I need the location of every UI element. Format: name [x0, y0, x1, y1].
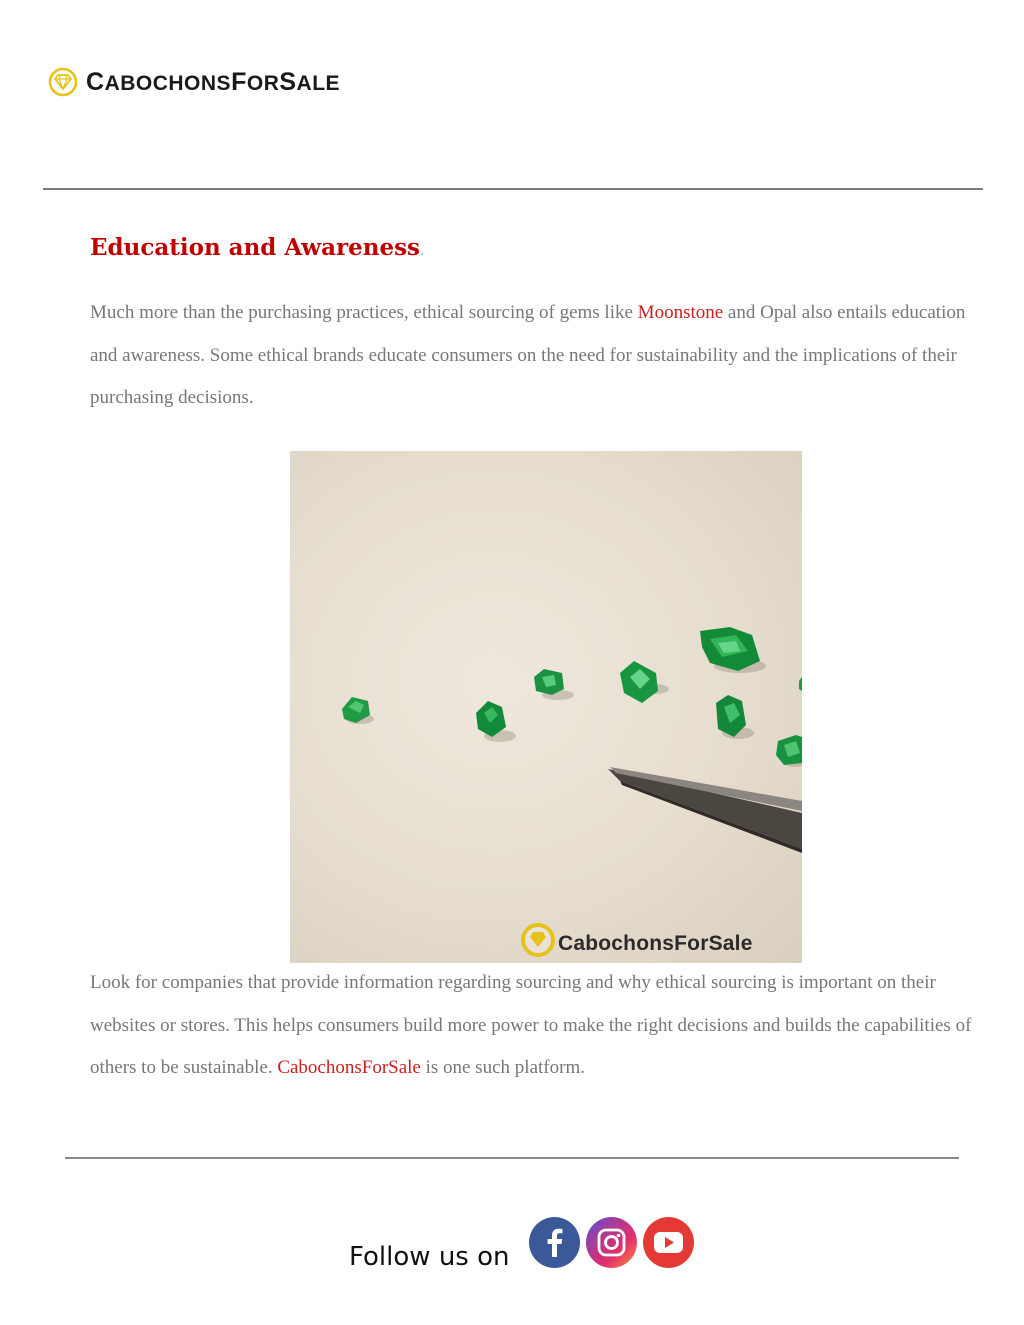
tweezers: [608, 767, 802, 853]
moonstone-link[interactable]: Moonstone: [637, 302, 724, 323]
gem-logo-icon: [48, 66, 78, 98]
instagram-icon[interactable]: [586, 1217, 637, 1268]
brand-name: CABOCHONSFORSALE: [86, 67, 341, 96]
emerald-gem: [620, 661, 658, 703]
photo-watermark: [523, 925, 753, 955]
emerald-gems-photo: [290, 451, 802, 963]
emerald-gem: [799, 677, 802, 691]
top-divider: [43, 188, 983, 190]
bottom-divider: [65, 1157, 959, 1159]
youtube-icon[interactable]: [643, 1217, 694, 1268]
paragraph-sourcing: Look for companies that provide information regarding sourcing and why ethical sourcing is important on their websites or stores. This helps consumers build more power to make the right decisions and builds the capabilities of others to be sustainable. CabochonsForSale is one such platform.: [90, 972, 972, 1078]
facebook-icon[interactable]: [529, 1217, 580, 1268]
follow-us-label: Follow us on: [349, 1242, 510, 1272]
emerald-gem: [534, 669, 564, 695]
emerald-gem: [776, 735, 802, 765]
emerald-gem: [700, 627, 760, 671]
brand-logo[interactable]: [48, 66, 340, 98]
section-heading: Education and Awareness.: [90, 234, 425, 261]
cabochonsforsale-link[interactable]: CabochonsForSale: [277, 1057, 421, 1078]
paragraph-intro: Much more than the purchasing practices, ethical sourcing of gems like Moonstone and Opal also entails education and awareness. Some ethical brands educate consumers on the need for sustainability and the implications of their purchasing decisions.: [90, 302, 966, 408]
watermark-text: CabochonsForSale: [558, 932, 753, 955]
